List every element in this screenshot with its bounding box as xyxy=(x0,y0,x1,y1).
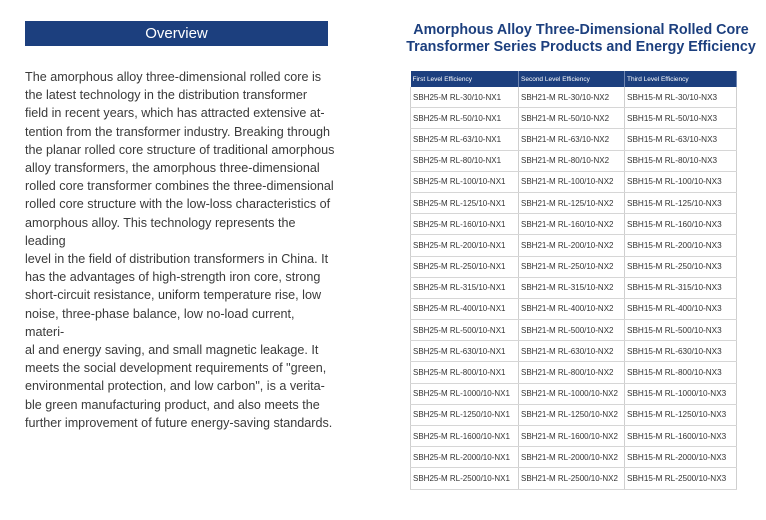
header-first-level: First Level Efficiency xyxy=(411,71,519,87)
table-cell: SBH15-M RL-200/10-NX3 xyxy=(625,235,737,256)
table-cell: SBH21-M RL-400/10-NX2 xyxy=(519,298,625,319)
table-row xyxy=(411,214,737,235)
table-cell: SBH25-M RL-630/10-NX1 xyxy=(411,341,519,362)
table-cell: SBH15-M RL-30/10-NX3 xyxy=(625,87,737,108)
overview-title: Overview xyxy=(145,25,208,42)
table-title-line-1: Amorphous Alloy Three-Dimensional Rolled Core xyxy=(413,22,749,38)
table-cell: SBH25-M RL-400/10-NX1 xyxy=(411,298,519,319)
table-cell: SBH15-M RL-2500/10-NX3 xyxy=(625,468,737,489)
table-cell: SBH15-M RL-315/10-NX3 xyxy=(625,277,737,298)
table-cell: SBH25-M RL-315/10-NX1 xyxy=(411,277,519,298)
table-cell: SBH15-M RL-160/10-NX3 xyxy=(625,214,737,235)
table-cell: SBH21-M RL-250/10-NX2 xyxy=(519,256,625,277)
table-cell: SBH21-M RL-500/10-NX2 xyxy=(519,320,625,341)
table-cell: SBH15-M RL-1250/10-NX3 xyxy=(625,404,737,425)
overview-paragraph xyxy=(25,68,337,432)
table-row xyxy=(411,320,737,341)
table-cell: SBH25-M RL-50/10-NX1 xyxy=(411,108,519,129)
table-cell: SBH15-M RL-250/10-NX3 xyxy=(625,256,737,277)
table-cell: SBH21-M RL-80/10-NX2 xyxy=(519,150,625,171)
header-second-level: Second Level Efficiency xyxy=(519,71,625,87)
table-title-line-2: Transformer Series Products and Energy Efficiency xyxy=(406,39,756,55)
table-row xyxy=(411,150,737,171)
table-cell: SBH21-M RL-800/10-NX2 xyxy=(519,362,625,383)
table-row xyxy=(411,129,737,150)
table-cell: SBH25-M RL-1600/10-NX1 xyxy=(411,426,519,447)
table-cell: SBH15-M RL-100/10-NX3 xyxy=(625,171,737,192)
table-cell: SBH15-M RL-50/10-NX3 xyxy=(625,108,737,129)
table-title xyxy=(404,22,758,56)
overview-line: The amorphous alloy three-dimensional rolled core is xyxy=(25,70,322,84)
table-cell: SBH15-M RL-63/10-NX3 xyxy=(625,129,737,150)
overview-line: has the advantages of high-strength iron core, strong xyxy=(25,270,321,285)
overview-line: al and energy saving, and small magnetic leakage. It xyxy=(25,343,319,358)
table-cell: SBH21-M RL-315/10-NX2 xyxy=(519,277,625,298)
table-row xyxy=(411,362,737,383)
table-cell: SBH25-M RL-2000/10-NX1 xyxy=(411,447,519,468)
table-cell: SBH15-M RL-500/10-NX3 xyxy=(625,320,737,341)
table-cell: SBH21-M RL-1600/10-NX2 xyxy=(519,426,625,447)
overview-heading xyxy=(25,21,328,46)
table-row xyxy=(411,192,737,213)
table-cell: SBH25-M RL-30/10-NX1 xyxy=(411,87,519,108)
table-cell: SBH25-M RL-500/10-NX1 xyxy=(411,320,519,341)
table-cell: SBH15-M RL-630/10-NX3 xyxy=(625,341,737,362)
table-cell: SBH21-M RL-2500/10-NX2 xyxy=(519,468,625,489)
table-cell: SBH21-M RL-200/10-NX2 xyxy=(519,235,625,256)
table-row xyxy=(411,468,737,489)
overview-line: rolled core structure with the low-loss characteristics of xyxy=(25,197,331,212)
table-row xyxy=(411,426,737,447)
table-header-row xyxy=(411,71,737,87)
table-row xyxy=(411,447,737,468)
table-cell: SBH25-M RL-1000/10-NX1 xyxy=(411,383,519,404)
table-row xyxy=(411,341,737,362)
table-row xyxy=(411,404,737,425)
overview-line: amorphous alloy. This technology represents the leading xyxy=(25,215,296,248)
table-cell: SBH25-M RL-160/10-NX1 xyxy=(411,214,519,235)
table-cell: SBH21-M RL-630/10-NX2 xyxy=(519,341,625,362)
table-cell: SBH15-M RL-800/10-NX3 xyxy=(625,362,737,383)
overview-line: the planar rolled core structure of traditional amorphous xyxy=(25,142,335,157)
table-cell: SBH15-M RL-125/10-NX3 xyxy=(625,192,737,213)
table-cell: SBH21-M RL-50/10-NX2 xyxy=(519,108,625,129)
table-cell: SBH25-M RL-200/10-NX1 xyxy=(411,235,519,256)
table-cell: SBH21-M RL-1000/10-NX2 xyxy=(519,383,625,404)
table-row xyxy=(411,298,737,319)
table-cell: SBH25-M RL-100/10-NX1 xyxy=(411,171,519,192)
overview-line: the latest technology in the distribution transformer xyxy=(25,88,308,103)
overview-line: alloy transformers, the amorphous three-dimensional xyxy=(25,161,320,176)
overview-line: field in recent years, which has attracted extensive at- xyxy=(25,106,325,121)
table-cell: SBH15-M RL-400/10-NX3 xyxy=(625,298,737,319)
table-cell: SBH15-M RL-2000/10-NX3 xyxy=(625,447,737,468)
table-cell: SBH21-M RL-63/10-NX2 xyxy=(519,129,625,150)
table-row xyxy=(411,256,737,277)
overview-line: rolled core transformer combines the three-dimensional xyxy=(25,179,334,194)
table-cell: SBH15-M RL-1600/10-NX3 xyxy=(625,426,737,447)
table-cell: SBH21-M RL-100/10-NX2 xyxy=(519,171,625,192)
table-row xyxy=(411,235,737,256)
table-cell: SBH21-M RL-1250/10-NX2 xyxy=(519,404,625,425)
table-row xyxy=(411,87,737,108)
overview-line: tention from the transformer industry. Breaking through xyxy=(25,124,330,139)
overview-line: meets the social development requirements of "green, xyxy=(25,361,327,376)
overview-line: noise, three-phase balance, low no-load current, materi- xyxy=(25,306,295,339)
table-cell: SBH25-M RL-125/10-NX1 xyxy=(411,192,519,213)
table-cell: SBH25-M RL-800/10-NX1 xyxy=(411,362,519,383)
overview-line: further improvement of future energy-saving standards. xyxy=(25,415,333,430)
table-row xyxy=(411,383,737,404)
overview-line: ble green manufacturing product, and also meets the xyxy=(25,397,320,412)
table-cell: SBH25-M RL-2500/10-NX1 xyxy=(411,468,519,489)
table-cell: SBH25-M RL-250/10-NX1 xyxy=(411,256,519,277)
table-cell: SBH25-M RL-80/10-NX1 xyxy=(411,150,519,171)
table-cell: SBH15-M RL-1000/10-NX3 xyxy=(625,383,737,404)
table-cell: SBH21-M RL-2000/10-NX2 xyxy=(519,447,625,468)
header-third-level: Third Level Efficiency xyxy=(625,71,737,87)
table-cell: SBH21-M RL-160/10-NX2 xyxy=(519,214,625,235)
table-cell: SBH21-M RL-30/10-NX2 xyxy=(519,87,625,108)
table-cell: SBH15-M RL-80/10-NX3 xyxy=(625,150,737,171)
overview-line: level in the field of distribution transformers in China. It xyxy=(25,252,329,267)
table-row xyxy=(411,171,737,192)
table-row xyxy=(411,108,737,129)
overview-line: short-circuit resistance, uniform temperature rise, low xyxy=(25,288,322,303)
overview-line: environmental protection, and low carbon", is a verita- xyxy=(25,379,325,394)
efficiency-table xyxy=(410,71,737,490)
table-row xyxy=(411,277,737,298)
table-cell: SBH25-M RL-1250/10-NX1 xyxy=(411,404,519,425)
table-cell: SBH25-M RL-63/10-NX1 xyxy=(411,129,519,150)
table-cell: SBH21-M RL-125/10-NX2 xyxy=(519,192,625,213)
table-body xyxy=(411,87,737,489)
